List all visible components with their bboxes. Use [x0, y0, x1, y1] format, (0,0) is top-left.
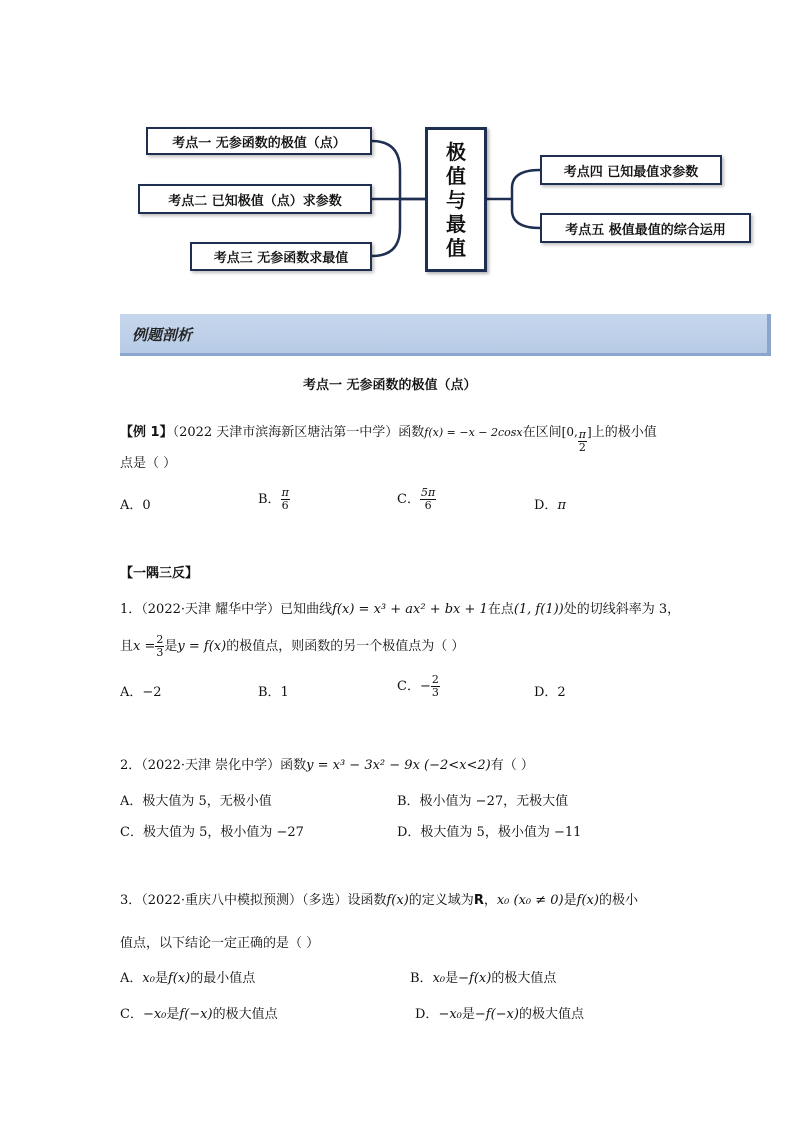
option-mid: 是	[154, 971, 168, 986]
q3-option-b	[410, 967, 556, 986]
q1-point: (1, f(1))	[513, 602, 564, 617]
q1-x-eq: x =	[133, 639, 156, 654]
example1-line1	[120, 421, 657, 454]
center-char: 最	[446, 211, 466, 236]
mindmap-topic-2: 考点二 已知极值（点）求参数	[138, 184, 372, 214]
option-math: x₀	[432, 971, 446, 986]
q2-post: 有（ ）	[490, 758, 534, 773]
q3-option-d	[415, 1003, 584, 1022]
option-label: C．−	[397, 679, 431, 694]
q1-pre: 1．（2022·天津 耀华中学）已知曲线	[120, 602, 333, 617]
q3-R: R	[473, 893, 484, 908]
example1-option-a: A．0	[120, 498, 151, 513]
banner-title: 例题剖析	[132, 326, 193, 344]
frac-den: 3	[156, 646, 164, 659]
interval-fraction	[578, 429, 587, 454]
option-mid: 是	[461, 1007, 475, 1022]
interval-left: [0,	[561, 425, 578, 439]
example1-option-b	[258, 487, 290, 512]
option-label: C．	[397, 492, 420, 507]
mindmap-center	[425, 127, 487, 272]
option-post: 的极大值点	[518, 1007, 584, 1022]
option-label: D．	[534, 498, 558, 513]
example1-option-d	[534, 494, 566, 513]
option-mid: 是	[445, 971, 459, 986]
option-fx: f(x)	[167, 971, 191, 986]
q2-option-b: B．极小值为 −27，无极大值	[397, 794, 569, 809]
frac-num: 2	[156, 633, 164, 646]
q1-option-a: A．−2	[120, 685, 162, 700]
q1-line2-post: 的极值点，则函数的另一个极值点为（ ）	[226, 639, 465, 654]
frac-num: π	[281, 486, 289, 499]
frac-num: 2	[431, 673, 439, 686]
option-post: 的极大值点	[491, 971, 557, 986]
frac-den: 6	[424, 499, 432, 512]
option-fraction	[281, 487, 290, 512]
option-fx: f(−x)	[179, 1007, 213, 1022]
q1-func: f(x) = x³ + ax² + bx + 1	[332, 602, 488, 617]
q3-line1	[120, 889, 638, 908]
q2-line1	[120, 754, 534, 773]
q3-option-a	[120, 967, 255, 986]
q3-fx2: f(x)	[576, 893, 599, 908]
option-value: π	[557, 498, 566, 513]
mindmap-topic-1: 考点一 无参函数的极值（点）	[146, 127, 372, 155]
option-math: −x₀	[438, 1007, 462, 1022]
option-label: A．	[120, 971, 143, 986]
q3-fx: f(x)	[386, 893, 409, 908]
option-label: C．	[120, 1007, 143, 1022]
section-banner	[120, 314, 771, 356]
q3-mid3: 是	[563, 893, 577, 908]
q2-func: y = x³ − 3x² − 9x (−2<x<2)	[306, 758, 491, 773]
center-char: 值	[446, 235, 466, 260]
q3-x0cond: x₀ (x₀ ≠ 0)	[496, 893, 564, 908]
example1-option-c	[397, 487, 436, 512]
q2-option-d: D．极大值为 5，极小值为 −11	[397, 825, 582, 840]
option-label: D．	[415, 1007, 439, 1022]
example-suffix: 上的极小值	[591, 425, 657, 440]
practice-tag: 【一隅三反】	[120, 566, 199, 581]
q3-post: 的极小	[598, 893, 638, 908]
q1-line2-pre: 且	[120, 639, 134, 654]
option-mid: 是	[166, 1007, 180, 1022]
frac-num: π	[578, 428, 587, 441]
center-char: 极	[446, 139, 466, 164]
q1-option-c	[397, 674, 440, 699]
q2-pre: 2．（2022·天津 崇化中学）函数	[120, 758, 307, 773]
q1-line2-mid: 是	[164, 639, 178, 654]
option-label: B．	[258, 492, 281, 507]
q1-post: 处的切线斜率为 3，	[563, 602, 681, 617]
option-math: −x₀	[142, 1007, 167, 1022]
q2-option-c: C．极大值为 5，极小值为 −27	[120, 825, 304, 840]
option-post: 的最小值点	[190, 971, 256, 986]
option-fx: −f(x)	[458, 971, 492, 986]
option-math: x₀	[142, 971, 155, 986]
mindmap-topic-5: 考点五 极值最值的综合运用	[540, 213, 751, 243]
frac-den: 6	[281, 499, 289, 512]
q1-line2	[120, 634, 464, 659]
example-tag: 【例 1】	[120, 425, 173, 440]
q3-mid2: ，	[483, 893, 497, 908]
frac-den: 2	[578, 441, 586, 454]
q2-option-a: A．极大值为 5，无极小值	[120, 794, 272, 809]
q1-mid: 在点	[487, 602, 514, 617]
example-source: （2022 天津市滨海新区塘沽第一中学）函数	[172, 425, 425, 440]
q3-line2: 值点，以下结论一定正确的是（ ）	[120, 936, 320, 951]
option-post: 的极大值点	[212, 1007, 278, 1022]
mindmap-topic-3: 考点三 无参函数求最值	[190, 242, 372, 271]
example-func: f(x) = −x − 2cosx	[424, 426, 523, 439]
center-char: 与	[446, 187, 466, 212]
example1-line2: 点是（ ）	[120, 456, 177, 471]
q3-pre: 3．（2022·重庆八中模拟预测）（多选）设函数	[120, 893, 387, 908]
section-title: 考点一 无参函数的极值（点）	[303, 378, 477, 393]
q1-option-d: D．2	[534, 685, 566, 700]
q1-line1	[120, 598, 680, 617]
option-fraction	[431, 674, 440, 699]
center-char: 值	[446, 163, 466, 188]
example-interval-prefix: 在区间	[522, 425, 562, 440]
option-fx: −f(−x)	[474, 1007, 519, 1022]
frac-den: 3	[431, 686, 439, 699]
interval-right: ]	[587, 425, 592, 439]
mindmap-topic-4: 考点四 已知最值求参数	[540, 155, 722, 185]
q1-y-eq: y = f(x)	[177, 639, 227, 654]
mindmap-connectors	[0, 0, 794, 300]
option-fraction	[420, 487, 436, 512]
q3-mid1: 的定义域为	[408, 893, 474, 908]
q1-option-b: B．1	[258, 685, 289, 700]
q3-option-c	[120, 1003, 278, 1022]
option-label: B．	[410, 971, 433, 986]
frac-num: 5π	[420, 486, 436, 499]
